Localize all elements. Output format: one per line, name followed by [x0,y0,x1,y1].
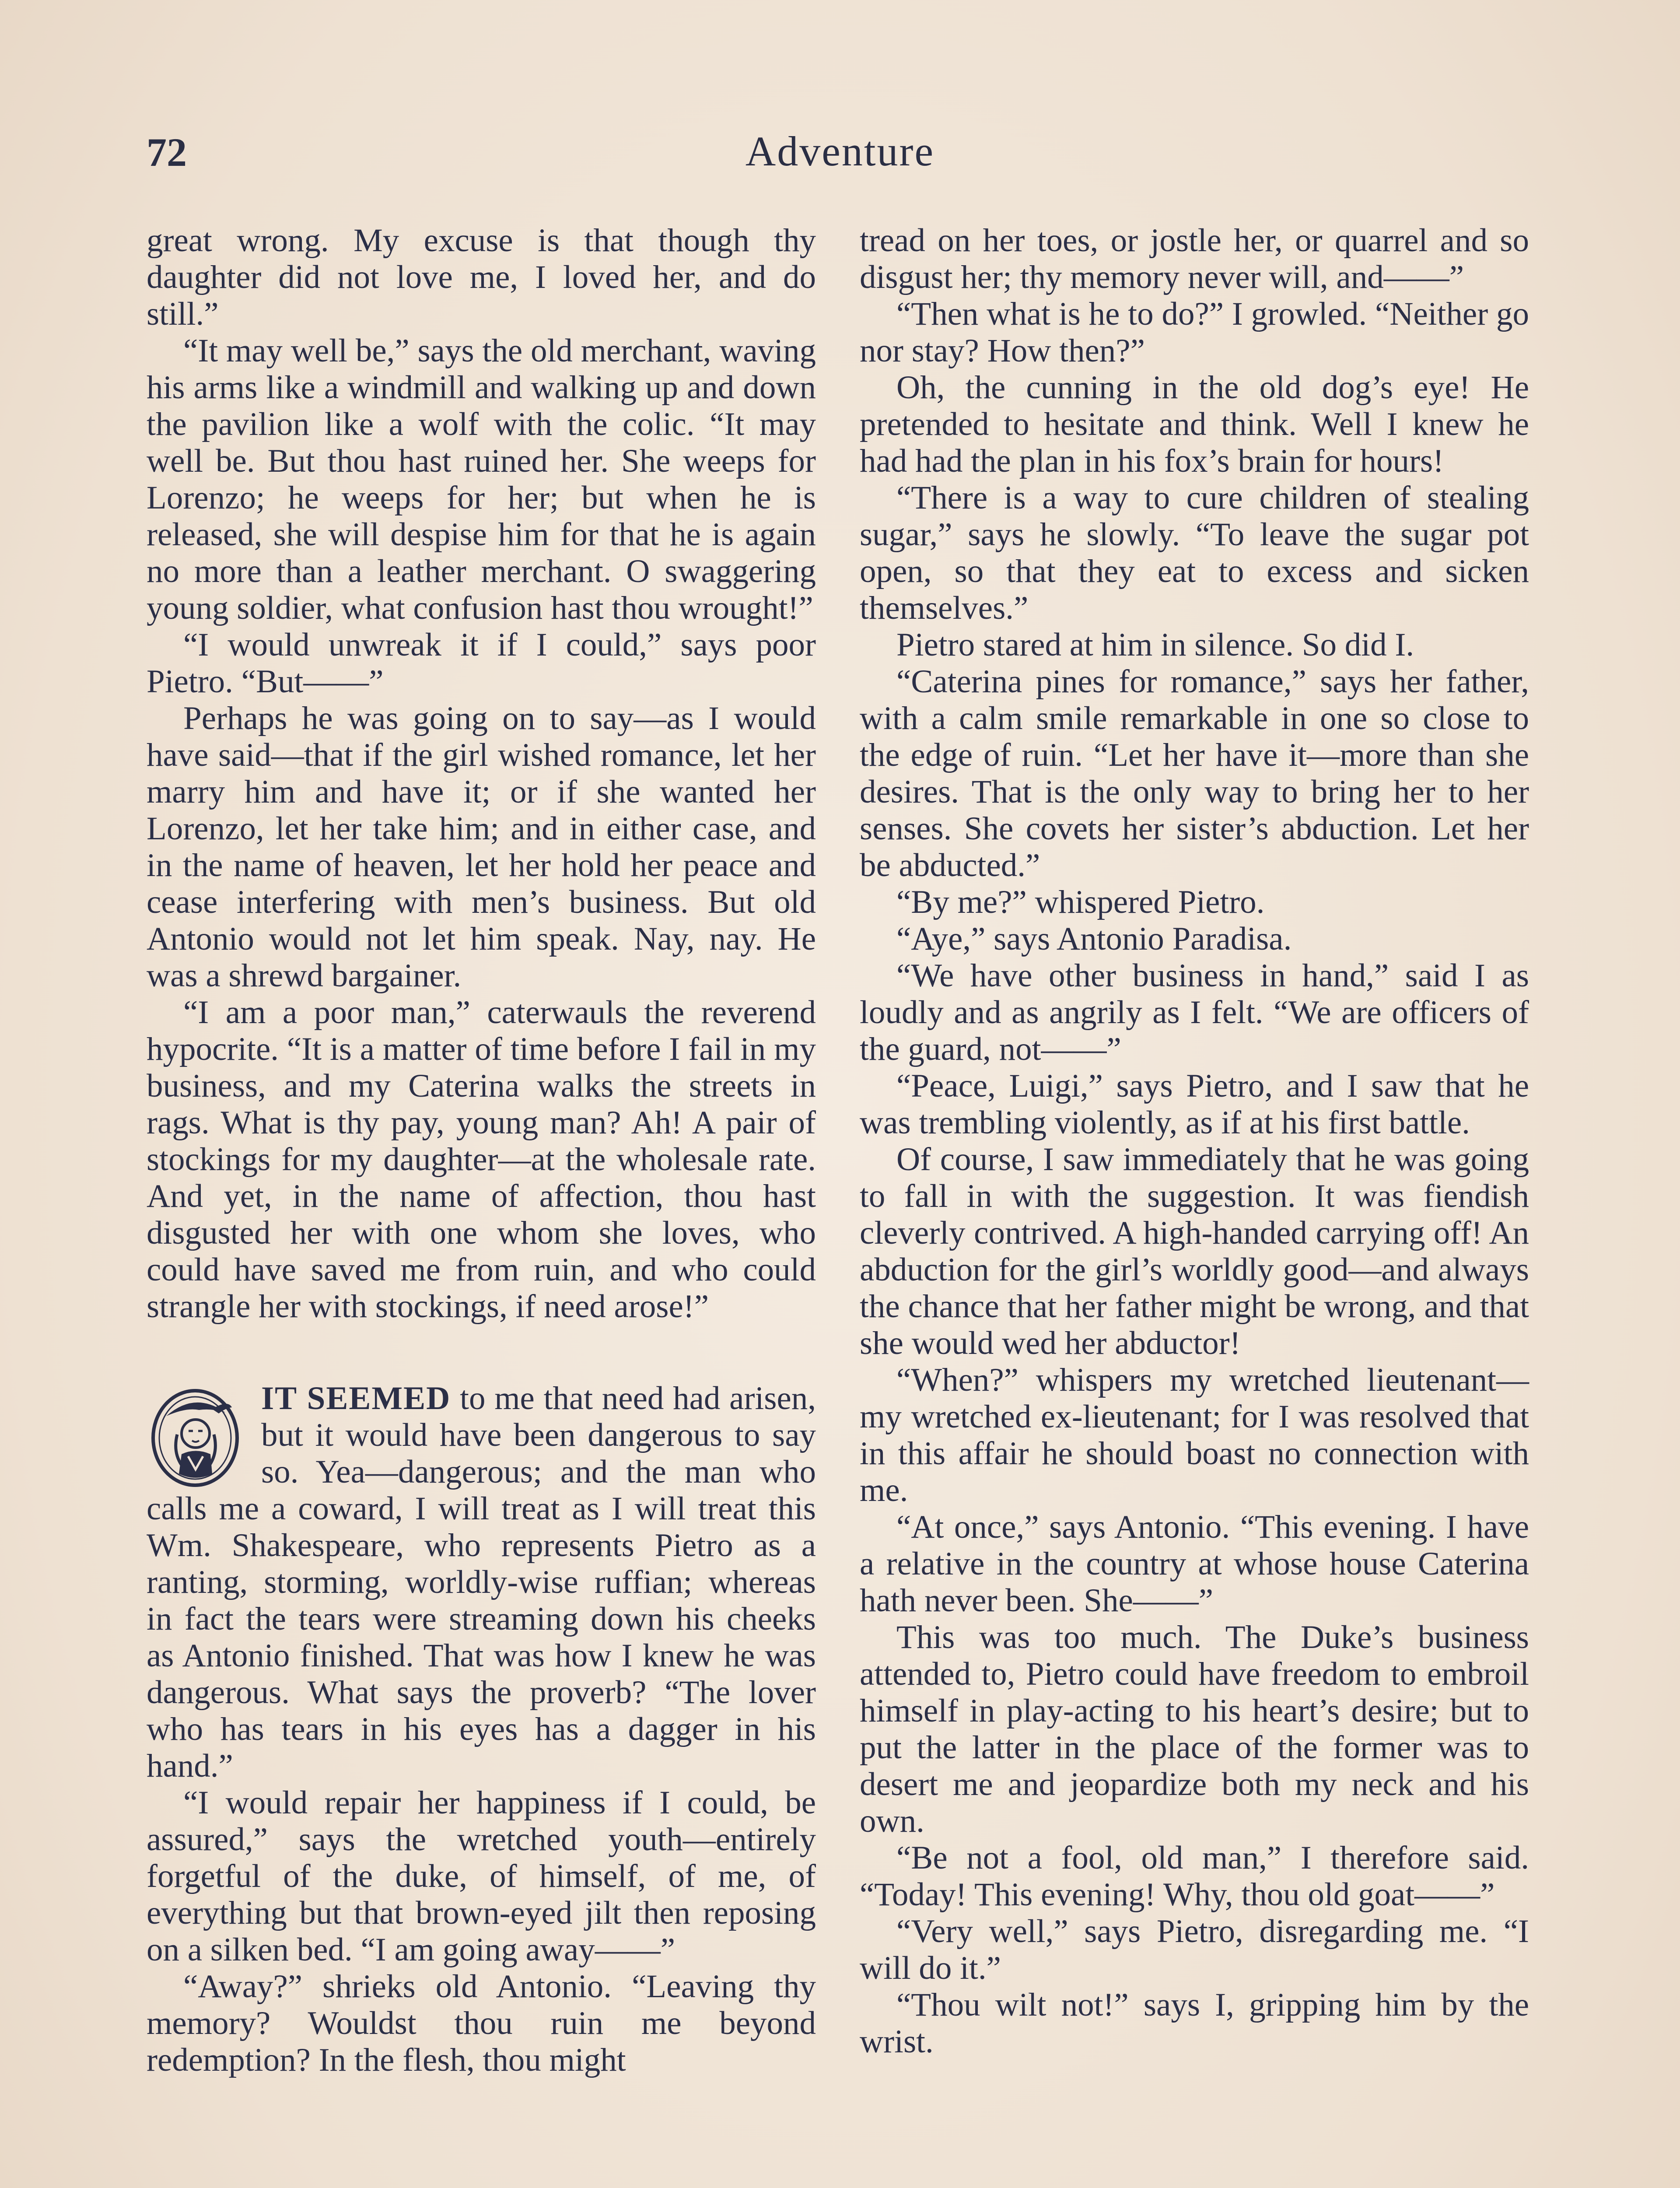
paragraph: “I would repair her happiness if I could, be assured,” says the wretched youth—entirely forgetful of the duke, of himself, of me, of everything but that brown-eyed jilt then reposing on a silken bed. “I am going away——” [147,1785,816,1968]
paragraph: Perhaps he was going on to say—as I would have said—that if the girl wished romance, let her marry him and have it; or if she wanted her Lorenzo, let her take him; and in either case, and in the name of heaven, let her hold her peace and cease interfering with men’s business. But old Antonio would not let him speak. Nay, nay. He was a shrewd bargainer. [147,700,816,994]
paragraph: “When?” whispers my wretched lieutenant—my wretched ex-lieutenant; for I was resolved that in this affair he should boast no connection with me. [860,1362,1529,1508]
right-column [860,222,1529,2060]
running-head: Adventure [745,128,935,175]
paragraph: great wrong. My excuse is that though thy daughter did not love me, I loved her, and do still.” [147,222,816,332]
paragraph: “I am a poor man,” caterwauls the reverend hypocrite. “It is a matter of time before I fail in my business, and my Caterina walks the streets in rags. What is thy pay, young man? Ah! A pair of stockings for my daughter—at the wholesale rate. And yet, in the name of affection, thou hast disgusted her with one whom she loves, who could have saved me from ruin, and who could strangle her with stockings, if need arose!” [147,994,816,1325]
paragraph: Pietro stared at him in silence. So did I. [896,627,1414,663]
paragraph: “Very well,” says Pietro, disregarding me. “I will do it.” [860,1913,1529,1986]
paragraph: “Aye,” says Antonio Paradisa. [896,921,1292,957]
paragraph: Oh, the cunning in the old dog’s eye! He pretended to hesitate and think. Well I knew he had had the plan in his fox’s brain for hours! [860,369,1529,479]
paragraph: “There is a way to cure children of stealing sugar,” says he slowly. “To leave the sugar pot open, so that they eat to excess and sicken themselves.” [860,480,1529,626]
paragraph: “Be not a fool, old man,” I therefore said. “Today! This evening! Why, thou old goat——” [860,1840,1529,1913]
paragraph: “Thou wilt not!” says I, gripping him by the wrist. [860,1987,1529,2060]
left-column [147,222,816,2079]
paragraph: “By me?” whispered Pietro. [896,884,1265,920]
paragraph: “At once,” says Antonio. “This evening. I have a relative in the country at whose house Caterina hath never been. She——” [860,1509,1529,1619]
paragraph: “Then what is he to do?” I growled. “Neither go nor stay? How then?” [860,296,1529,369]
drop-paragraph [147,1380,816,1785]
paragraph: Of course, I saw immediately that he was going to fall in with the suggestion. It was fiendish cleverly contrived. A high-handed carrying off! An abduction for the girl’s worldly good—and always the chance that her father might be wrong, and that she would wed her abductor! [860,1141,1529,1361]
paragraph: “Caterina pines for romance,” says her father, with a calm smile remarkable in one so close to the edge of ruin. “Let her have it—more than she desires. That is the only way to bring her to her senses. She covets her sister’s abduction. Let her be abducted.” [860,663,1529,884]
paragraph: “Away?” shrieks old Antonio. “Leaving thy memory? Wouldst thou ruin me beyond redemption? In the flesh, thou might [147,1968,816,2078]
section-lead-in: IT SEEMED [261,1380,451,1417]
section-text: to me that need had arisen, but it would have been dangerous to say so. Yea—dangerous; and the man who calls me a coward, I will treat as I will treat this Wm. Shakespeare, who represents Pietro as a ranting, storming, worldly-wise ruffian; whereas in fact the tears were streaming down his cheeks as Antonio finished. That was how I knew he was dangerous. What says the proverb? “The lover who has tears in his eyes has a dagger in his hand.” [147,1380,816,1784]
paragraph: This was too much. The Duke’s business attended to, Pietro could have freedom to embroil himself in play-acting to his heart’s desire; but to put the latter in the place of the former was to desert me and jeopardize both my neck and his own. [860,1619,1529,1839]
paragraph: “It may well be,” says the old merchant, waving his arms like a windmill and walking up and down the pavilion like a wolf with the colic. “It may well be. But thou hast ruined her. She weeps for Lorenzo; he weeps for her; but when he is released, she will despise him for that he is again no more than a leather merchant. O swaggering young soldier, what confusion hast thou wrought!” [147,333,816,626]
section-break-block [147,1380,816,1785]
paragraph: “I would unwreak it if I could,” says poor Pietro. “But——” [147,627,816,700]
cavalier-head-ornament-icon [147,1382,244,1490]
page-number: 72 [147,130,187,175]
paragraph: tread on her toes, or jostle her, or quarrel and so disgust her; thy memory never will, and——” [860,222,1529,295]
paragraph: “Peace, Luigi,” says Pietro, and I saw that he was trembling violently, as if at his first battle. [860,1068,1529,1141]
paragraph: “We have other business in hand,” said I as loudly and as angrily as I felt. “We are officers of the guard, not——” [860,957,1529,1067]
